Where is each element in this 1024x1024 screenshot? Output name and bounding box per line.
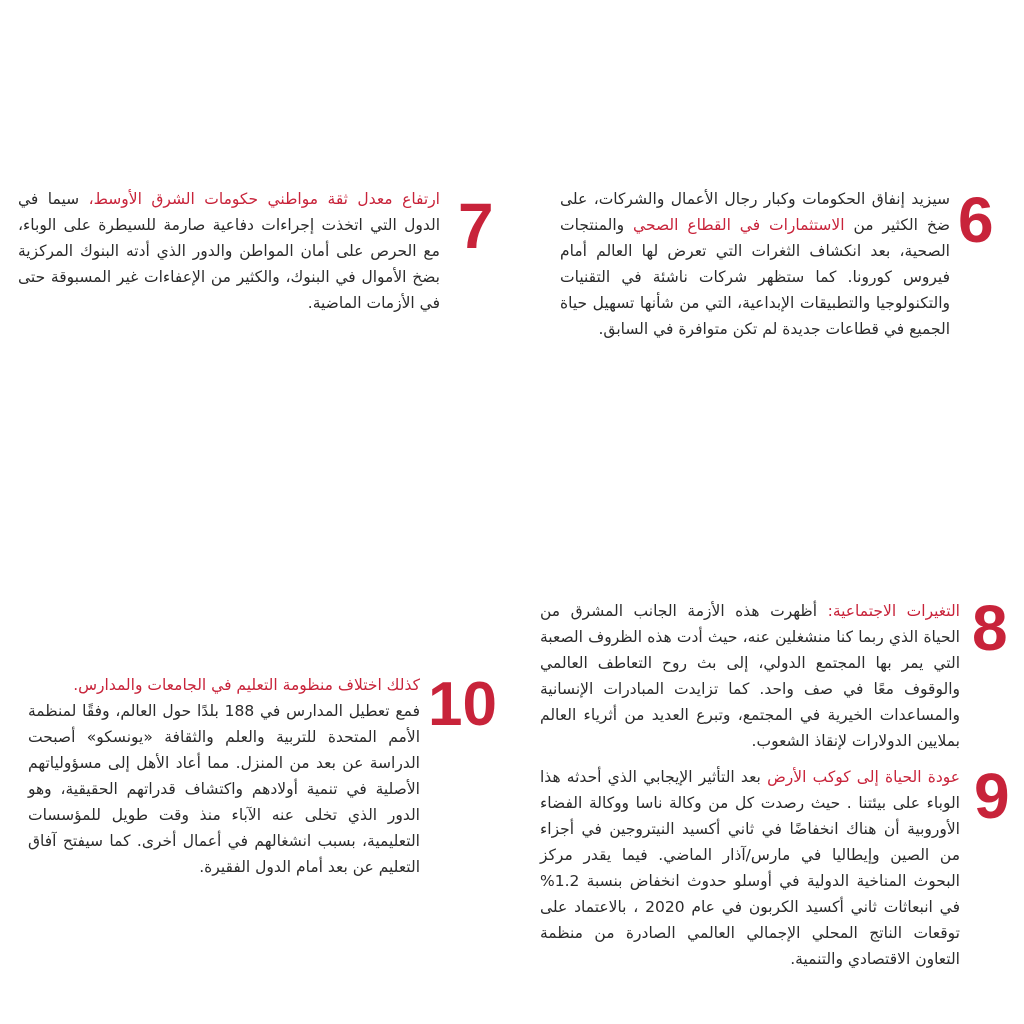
section-text (540, 764, 960, 972)
section-number: 8 (972, 592, 1008, 664)
section-body: سيما في الدول التي اتخذت إجراءات دفاعية صارمة للسيطرة على الوباء، مع الحرص على أمان المواطن والدور الذي أدته البنوك المركزية بضخ الأموال في البنوك، والكثير من الإعفاءات غير المسبوقة حتى في الأزمات الماضية. (18, 190, 440, 312)
section-body: فمع تعطيل المدارس في 188 بلدًا حول العالم، وفقًا لمنظمة الأمم المتحدة للتربية والعلم والثقافة «يونسكو» أصبحت الدراسة عن بعد من المنزل. مما أعاد الأهل إلى مسؤولياتهم الأصلية في تنمية أولادهم واكتشاف قدراتهم الحقيقية، وهو الدور الذي تخلى عنه الآباء منذ وقت طويل للمؤسسات التعليمية، بسبب انشغالهم في أعمال أخرى. كما سيفتح آفاق التعليم عن بعد أمام الدول الفقيرة. (28, 702, 420, 876)
section-text (18, 186, 440, 316)
section-lead: التغيرات الاجتماعية: (827, 602, 960, 620)
section-number: 9 (974, 760, 1010, 832)
section-lead: كذلك اختلاف منظومة التعليم في الجامعات والمدارس. (73, 676, 420, 694)
section-text (560, 186, 950, 342)
section-body: أظهرت هذه الأزمة الجانب المشرق من الحياة الذي ربما كنا منشغلين عنه، حيث أدت هذه الظروف الصعبة التي يمر بها المجتمع الدولي، إلى بث روح التعاطف العالمي والوقوف معًا في صف واحد. كما تزايدت المبادرات الإنسانية والمساعدات الخيرية في المجتمع، وتبرع العديد من أثرياء العالم بملايين الدولارات لإنقاذ الشعوب. (540, 602, 960, 750)
section-lead: ارتفاع معدل ثقة مواطني حكومات الشرق الأوسط، (88, 190, 440, 208)
highlight-text: الاستثمارات في القطاع الصحي (633, 216, 845, 234)
section-number: 10 (428, 670, 497, 739)
section-text (540, 598, 960, 754)
section-number: 6 (958, 184, 994, 256)
section-number: 7 (458, 190, 494, 262)
section-text-part: سيزيد إنفاق الحكومات وكبار رجال الأعمال والشركات، على ضخ الكثير من (560, 190, 951, 234)
section-lead: عودة الحياة إلى كوكب الأرض (767, 768, 960, 786)
section-body: بعد التأثير الإيجابي الذي أحدثه هذا الوباء على بيئتنا . حيث رصدت كل من وكالة ناسا ووكالة الفضاء الأوروبية أن هناك انخفاضًا في ثاني أكسيد النيتروجين في أجزاء من الصين وإيطاليا في مارس/آذار الماضي. فيما يقدر مركز البحوث المناخية الدولية في أوسلو حدوث انخفاض بنسبة 1.2% في انبعاثات ثاني أكسيد الكربون في عام 2020 ، بالاعتماد على توقعات الناتج المحلي الإجمالي العالمي الصادرة من منظمة التعاون الاقتصادي والتنمية. (540, 768, 960, 968)
section-text (28, 672, 420, 880)
section-text-part: والمنتجات الصحية، بعد انكشاف الثغرات التي تعرض لها العالم أمام فيروس كورونا. كما ستظهر شركات ناشئة في التقنيات والتكنولوجيا والتطبيقات الإبداعية، التي من شأنها تسهيل حياة الجميع في قطاعات جديدة لم تكن متوافرة في السابق. (560, 216, 950, 338)
